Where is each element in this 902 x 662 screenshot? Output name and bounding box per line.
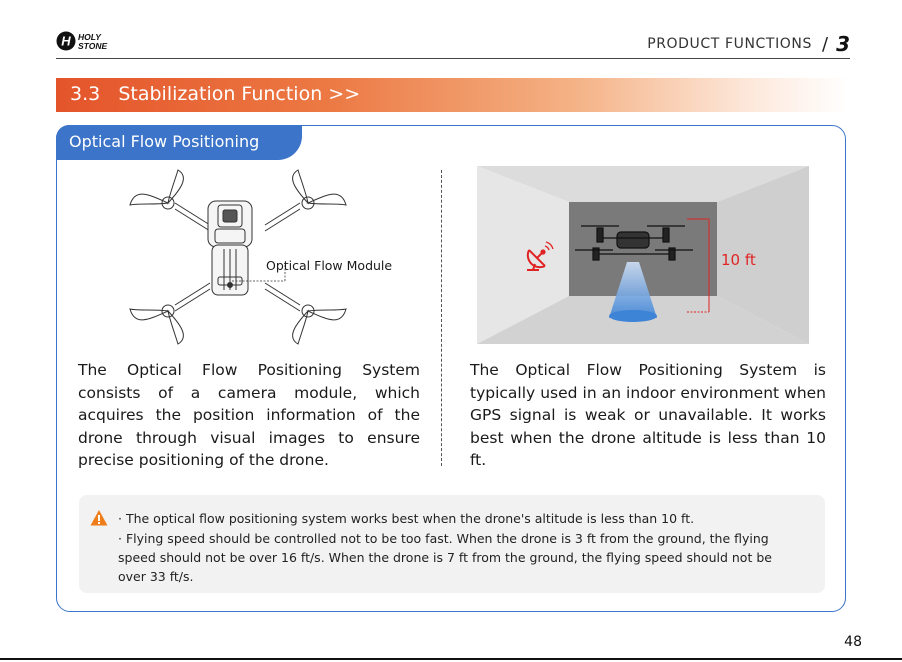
left-description: The Optical Flow Positioning System consists of a camera module, which acquires the position information of the drone through visual images to ensure precise positioning of the drone. xyxy=(78,361,420,469)
indoor-room-illustration xyxy=(477,166,809,344)
drone-bottom-view-illustration xyxy=(120,165,420,355)
warning-icon xyxy=(90,509,108,527)
svg-text:STONE: STONE xyxy=(78,41,108,51)
svg-text:H: H xyxy=(61,33,71,49)
svg-text:HOLY: HOLY xyxy=(78,32,101,42)
column-divider xyxy=(441,170,442,466)
chapter-number: 3 xyxy=(836,32,850,56)
caution-item: · Flying speed should be controlled not to be too fast. When the drone is 3 ft from the ground, the flying speed should not be over 16 ft/s. When the drone is 7 ft from the ground, the flying speed should not be over 33 ft/s. xyxy=(118,531,772,584)
optical-flow-module-label: Optical Flow Module xyxy=(266,258,393,273)
header-separator: / xyxy=(822,33,829,55)
section-banner xyxy=(56,78,848,112)
altitude-label: 10 ft xyxy=(721,251,756,269)
page-number: 48 xyxy=(844,634,862,650)
right-description: The Optical Flow Positioning System is typically used in an indoor environment when GPS signal is weak or unavailable. It works best when the drone altitude is less than 10 ft. xyxy=(470,361,826,469)
panel-tab xyxy=(56,125,302,160)
caution-item: · The optical flow positioning system works best when the drone's altitude is less than 10 ft. xyxy=(118,511,695,526)
banner-title: 3.3 Stabilization Function >> xyxy=(70,83,361,105)
footer-rule xyxy=(0,658,902,660)
caution-list xyxy=(118,509,802,587)
header-divider xyxy=(56,58,850,59)
header-section xyxy=(647,32,850,56)
panel-tab-title: Optical Flow Positioning xyxy=(69,132,260,151)
holy-stone-logo xyxy=(56,30,116,52)
section-title: PRODUCT FUNCTIONS xyxy=(647,36,812,52)
